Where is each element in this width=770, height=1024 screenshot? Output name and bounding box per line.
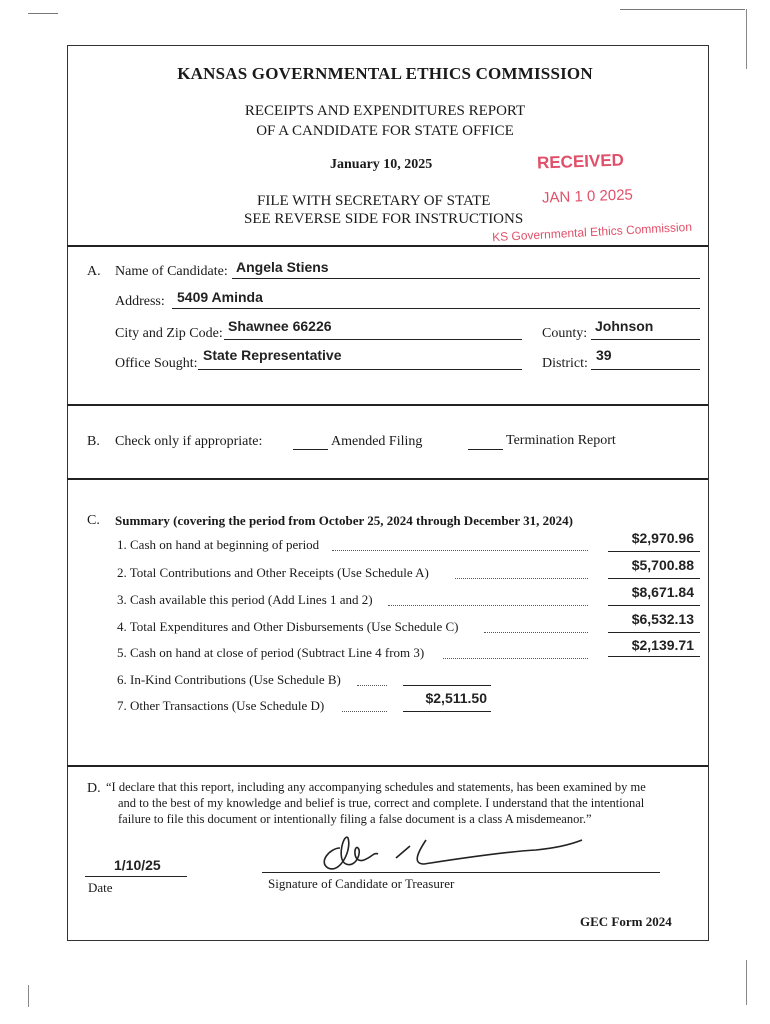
received-stamp-date: JAN 1 0 2025 [541,186,634,207]
signature-line [262,872,660,873]
candidate-name-line [232,278,700,279]
inkind-contributions-label: 6. In-Kind Contributions (Use Schedule B) [117,672,341,687]
section-c-divider [67,765,708,767]
summary-line-3-label: 3. Cash available this period (Add Lines 1 and 2) [117,592,373,607]
received-stamp-agency: KS Governmental Ethics Commission [491,219,693,245]
section-b-letter: B. [87,434,100,449]
form-number: GEC Form 2024 [580,914,672,929]
other-transactions-value[interactable]: $2,511.50 [425,690,487,706]
summary-line-4-label: 4. Total Expenditures and Other Disbursements (Use Schedule C) [117,619,459,634]
summary-line-5-label: 5. Cash on hand at close of period (Subtract Line 4 from 3) [117,645,425,660]
amended-filing-label: Amended Filing [331,434,423,449]
summary-line-1-leader [332,550,588,551]
summary-line-4-leader [484,632,588,633]
section-b-divider [67,478,708,480]
city-zip-value[interactable]: Shawnee 66226 [228,318,332,334]
file-with-instruction: FILE WITH SECRETARY OF STATE [257,193,491,209]
county-label: County: [542,326,588,341]
scan-artifact-right-edge [746,9,747,69]
section-a-letter: A. [87,264,101,279]
summary-line-2-value[interactable]: $5,700.88 [631,557,694,573]
county-value[interactable]: Johnson [595,318,654,334]
address-label: Address: [115,294,165,309]
summary-line-3-value[interactable]: $8,671.84 [631,584,694,600]
reverse-side-instruction: SEE REVERSE SIDE FOR INSTRUCTIONS [244,211,524,227]
report-title-line1: RECEIPTS AND EXPENDITURES REPORT [244,103,526,119]
section-c-letter: C. [87,513,100,528]
office-sought-label: Office Sought: [115,356,198,371]
header-divider [67,245,708,247]
form-title: KANSAS GOVERNMENTAL ETHICS COMMISSION [177,64,593,83]
received-stamp: RECEIVED [536,150,625,173]
summary-line-4-underline [608,632,700,633]
report-date: January 10, 2025 [330,157,433,172]
scan-artifact-top-left [28,13,58,14]
signature-date-value[interactable]: 1/10/25 [114,857,161,873]
termination-report-label: Termination Report [506,433,616,448]
other-transactions-label: 7. Other Transactions (Use Schedule D) [117,698,325,713]
office-sought-line [198,369,522,370]
scan-artifact-left-edge [28,985,29,1007]
declaration-line-2: and to the best of my knowledge and belief is true, correct and complete. I understand that the intentional [118,796,645,810]
summary-line-1-underline [608,551,700,552]
summary-line-1-value[interactable]: $2,970.96 [631,530,694,546]
date-line [85,876,187,877]
section-a-divider [67,404,708,406]
office-sought-value[interactable]: State Representative [203,347,342,363]
scan-artifact-top-right [620,9,745,10]
date-label: Date [88,880,113,895]
city-zip-label: City and Zip Code: [115,326,223,341]
address-line [172,308,700,309]
district-label: District: [542,356,588,371]
summary-line-3-underline [608,605,700,606]
other-transactions-leader [342,711,387,712]
summary-line-4-value[interactable]: $6,532.13 [631,611,694,627]
section-d-letter: D. [87,781,101,796]
summary-line-2-label: 2. Total Contributions and Other Receipts (Use Schedule A) [117,565,429,580]
inkind-contributions-underline [403,685,491,686]
signature-label: Signature of Candidate or Treasurer [268,876,455,891]
summary-line-5-value[interactable]: $2,139.71 [631,637,694,653]
check-if-appropriate-label: Check only if appropriate: [115,434,263,449]
termination-report-checkline[interactable] [468,449,503,450]
summary-line-5-underline [608,656,700,657]
signature-image [300,830,600,878]
summary-heading: Summary (covering the period from October 25, 2024 through December 31, 2024) [115,513,573,528]
address-value[interactable]: 5409 Aminda [177,289,263,305]
county-line [591,339,700,340]
summary-line-3-leader [388,605,588,606]
amended-filing-checkline[interactable] [293,449,328,450]
summary-line-1-label: 1. Cash on hand at beginning of period [117,537,320,552]
inkind-contributions-leader [357,685,387,686]
summary-line-2-underline [608,578,700,579]
report-title-line2: OF A CANDIDATE FOR STATE OFFICE [256,123,514,139]
candidate-name-value[interactable]: Angela Stiens [236,259,329,275]
other-transactions-underline [403,711,491,712]
scan-artifact-right-edge-bottom [746,960,747,1005]
city-zip-line [224,339,522,340]
district-line [591,369,700,370]
declaration-line-1: “I declare that this report, including any accompanying schedules and statements, has been examined by me [106,780,646,794]
candidate-name-label: Name of Candidate: [115,264,228,279]
district-value[interactable]: 39 [596,347,612,363]
summary-line-2-leader [455,578,588,579]
summary-line-5-leader [443,658,588,659]
declaration-line-3: failure to file this document or intentionally filing a false document is a class A misdemeanor.” [118,812,592,826]
